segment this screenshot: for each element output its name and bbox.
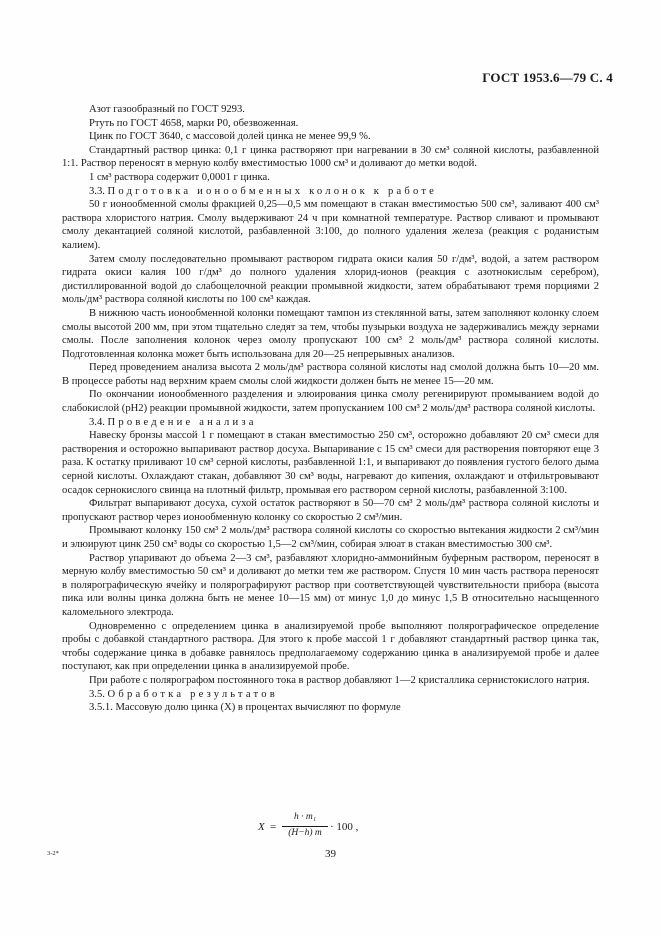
paragraph: Стандартный раствор цинка: 0,1 г цинка растворяют при нагревании в 30 см³ соляной кислоты, разбавленной 1:1. Раствор переносят в мерную колбу вместимостью 1000 см³ и доливают до метки водой. (62, 144, 599, 170)
paragraph: Цинк по ГОСТ 3640, с массовой долей цинка не менее 99,9 %. (89, 131, 371, 143)
section-title: Подготовка ионообменных колонок к работе (107, 185, 438, 197)
page-number: 39 (325, 848, 336, 860)
section-heading-3-5 (62, 688, 599, 702)
paragraph: 1 см³ раствора содержит 0,0001 г цинка. (89, 171, 270, 183)
paragraph: Фильтрат выпаривают досуха, сухой остаток растворяют в 50—70 см³ 2 моль/дм³ раствора соляной кислоты и пропускают раствор через ионообменную колонку со скоростью 2 см³/мин. (62, 498, 599, 523)
paragraph: Раствор упаривают до объема 2—3 см³, разбавляют хлоридно-аммонийным буферным раствором, переносят в мерную колбу вместимостью 50 см³ и доливают до метки тем же раствором. Спустя 10 мин часть раствора переносят в полярографическую ячейку и полярографируют раствор при соответствующей чувствительности прибора (высота пика или волны цинка должна быть не менее 10—15 мм) от минус 1,0 до минус 1,5 В относительно насыщенного каломельного электрода. (62, 552, 599, 618)
paragraph: Промывают колонку 150 см³ 2 моль/дм³ раствора соляной кислоты со скоростью вытекания жидкости 2 см³/мин и элюируют цинк 250 см³ воды со скоростью 1,5—2 см³/мин, собирая элюат в стакан вместимостью 300 см³. (62, 525, 599, 550)
formula-lhs: X (258, 821, 265, 833)
paragraph: Навеску бронзы массой 1 г помещают в стакан вместимостью 250 см³, осторожно добавляют 20 см³ смеси для растворения и осторожно выпаривают раствор досуха. Выпаривание с 15 см³ смеси для растворения повторяют еще 3 раза. К остатку приливают 10 см³ серной кислоты, разбавленной 1:1, и выпаривают до появления густого белого дыма серной кислоты. Охлаждают стакан, добавляют 30 см³ воды, нагревают до кипения, охлаждают и отфильтровывают осадок сернокислого свинца на плотный фильтр, промывая его раствором серной кислоты, разбавленной 3:100. (62, 430, 599, 496)
section-number: 3.5. (89, 688, 105, 700)
paragraph: 50 г ионообменной смолы фракцией 0,25—0,5 мм помещают в стакан вместимостью 500 см³, заливают 400 см³ раствора хлористого натрия. Смолу выдерживают 24 ч при комнатной температуре. Раствор сливают и промывают смолу декантацией соляной кислотой, разбавленной 3:100, до полного удаления железа (реакция с роданистым калием). (62, 199, 599, 251)
section-title: Обработка результатов (107, 688, 278, 700)
paragraph: 3.5.1. Массовую долю цинка (X) в процентах вычисляют по формуле (89, 702, 401, 714)
formula-denominator: (H−h) m (288, 828, 322, 838)
paragraph: Затем смолу последовательно промывают раствором гидрата окиси калия 50 г/дм³, водой, а затем раствором гидрата окиси калия 100 г/дм³ до полного удаления хлорид-ионов (реакция с азотнокислым серебром), дистиллированной водой до слабощелочной реакции промывной жидкости, затем обрабатывают тремя порциями 2 моль/дм³ раствора соляной кислоты по 100 см³ каждая. (62, 253, 599, 306)
formula-tail: · 100 , (330, 821, 359, 833)
section-number: 3.3. (89, 185, 105, 197)
fraction-bar (282, 826, 328, 827)
section-heading-3-3 (62, 185, 599, 199)
footnote-mark: 3-2* (47, 850, 59, 857)
document-body (62, 103, 599, 715)
paragraph: Одновременно с определением цинка в анализируемой пробе выполняют полярографическое определение пробы с добавкой стандартного раствора. Для этого к пробе массой 1 г добавляют стандартный раствор цинка так, чтобы содержание цинка в добавке равнялось предполагаемому содержанию цинка в анализируемой пробе и далее поступают, как при определении цинка в анализируемой пробе. (62, 620, 599, 673)
section-number: 3.4. (89, 416, 105, 428)
formula-numerator: h · m₁ (293, 812, 317, 822)
paragraph: При работе с полярографом постоянного тока в раствор добавляют 1—2 кристаллика сернистокислого натрия. (89, 674, 590, 686)
section-title: Проведение анализа (107, 416, 257, 428)
formula-equals: = (270, 821, 277, 833)
paragraph: Азот газообразный по ГОСТ 9293. (89, 104, 245, 115)
paragraph: В нижнюю часть ионообменной колонки помещают тампон из стеклянной ваты, затем заполняют колонку слоем смолы высотой 200 мм, при этом тщательно следят за тем, чтобы пузырьки воздуха не задерживались между зернами смолы. После заполнения колонок через омолу пропускают 100 см³ 2 моль/дм³ раствора соляной кислоты. Подготовленная колонка может быть использована для 20—25 непрерывных анализов. (62, 307, 599, 360)
paragraph: По окончании ионообменного разделения и элюирования цинка смолу регенирируют промыванием водой до слабокислой (рН2) реакции промывной жидкости, затем пропусканием 100 см³ 2 моль/дм³ раствора соляной кислоты. (62, 389, 599, 415)
formula (258, 812, 458, 848)
page-header: ГОСТ 1953.6—79 С. 4 (482, 70, 613, 85)
paragraph: Ртуть по ГОСТ 4658, марки Р0, обезвоженная. (89, 117, 299, 129)
paragraph: Перед проведением анализа высота 2 моль/дм³ раствора соляной кислоты над смолой должна быть 10—20 мм. В процессе работы над верхним краем смолы слой жидкости должен быть не менее 15—20 мм. (62, 362, 599, 387)
section-heading-3-4 (62, 416, 599, 430)
